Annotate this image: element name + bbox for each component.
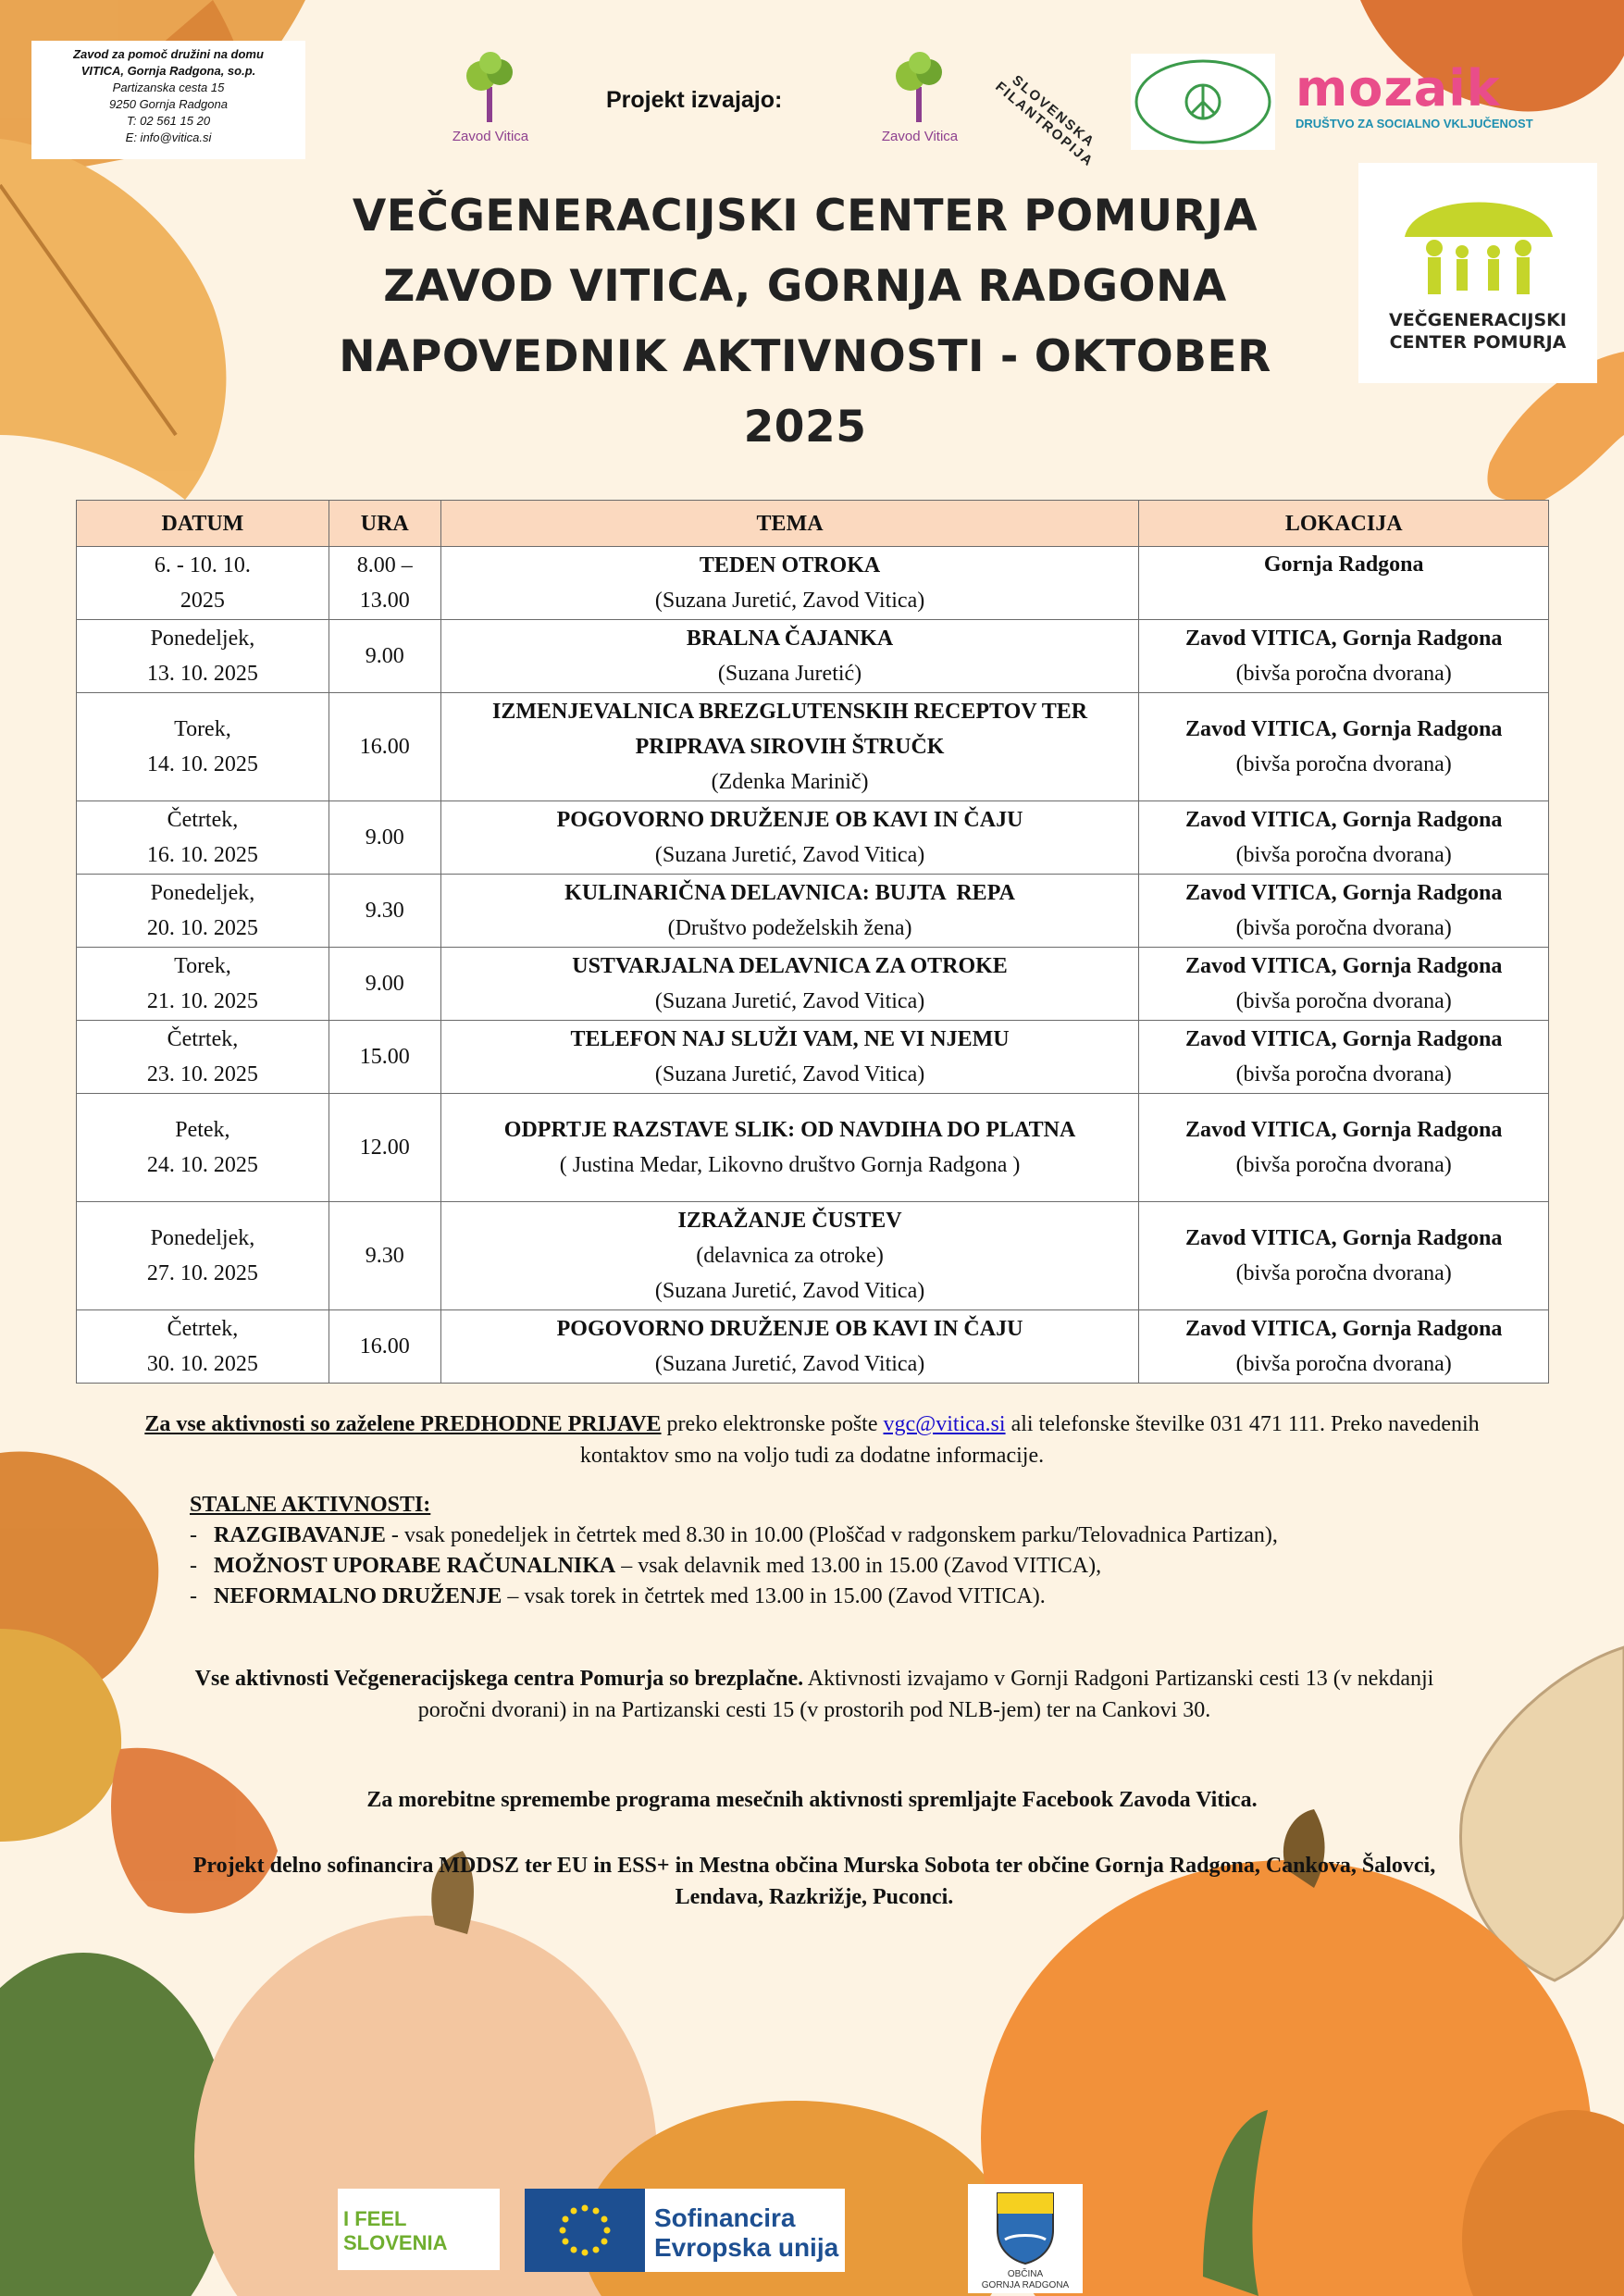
location-cell (1139, 1021, 1549, 1094)
table-row (77, 875, 1549, 948)
location-cell (1139, 801, 1549, 875)
date-cell (77, 948, 329, 1021)
location-title: Zavod VITICA, Gornja Radgona (1185, 808, 1503, 832)
tema-cell (440, 875, 1139, 948)
activity-name: MOŽNOST UPORABE RAČUNALNIKA (214, 1554, 616, 1578)
table-row (77, 1310, 1549, 1384)
location-title: Zavod VITICA, Gornja Radgona (1185, 717, 1503, 741)
date-line: Ponedeljek, (150, 881, 255, 905)
email-link[interactable]: vgc@vitica.si (883, 1412, 1006, 1436)
vgc-logo (1358, 163, 1597, 383)
tema-title: ODPRTJE RAZSTAVE SLIK: OD NAVDIHA DO PLATNA (503, 1118, 1076, 1142)
mozaik-name: mozaik (1295, 59, 1501, 118)
time-cell: 15.00 (329, 1021, 440, 1094)
date-cell (77, 1310, 329, 1384)
tema-cell (440, 1202, 1139, 1310)
tree-icon (864, 50, 975, 124)
tema-title: POGOVORNO DRUŽENJE OB KAVI IN ČAJU (556, 808, 1023, 832)
contact-email: E: info@vitica.si (125, 130, 212, 144)
tema-organizer: (Zdenka Marinič) (711, 770, 869, 794)
tema-title: TELEFON NAJ SLUŽI VAM, NE VI NJEMU (570, 1027, 1010, 1051)
title-line-3: NAPOVEDNIK AKTIVNOSTI - OKTOBER 2025 (339, 331, 1271, 453)
date-line: 21. 10. 2025 (146, 989, 258, 1013)
date-line: 13. 10. 2025 (146, 662, 258, 686)
location-note: (bivša poročna dvorana) (1235, 1261, 1452, 1285)
activity-details: – vsak delavnik med 13.00 in 15.00 (Zavod VITICA), (615, 1554, 1102, 1578)
page-title (278, 181, 1333, 463)
date-cell (77, 693, 329, 801)
location-title: Zavod VITICA, Gornja Radgona (1185, 1118, 1503, 1142)
contact-line2: VITICA, Gornja Radgona, so.p. (81, 64, 256, 78)
vgc-logo-line2: CENTER POMURJA (1389, 332, 1567, 353)
free-bold: Vse aktivnosti Večgeneracijskega centra Pomurja so brezplačne. (194, 1667, 804, 1691)
tema-cell (440, 1021, 1139, 1094)
tema-cell (440, 1094, 1139, 1202)
location-cell (1139, 1094, 1549, 1202)
eu-flag-icon (525, 2189, 645, 2272)
date-line: Petek, (175, 1118, 230, 1142)
date-line: Ponedeljek, (150, 1226, 255, 1250)
mozaik-subtitle: DRUŠTVO ZA SOCIALNO VKLJUČENOST (1295, 117, 1533, 130)
people-umbrella-icon (1358, 163, 1597, 309)
tema-title: BRALNA ČAJANKA (686, 627, 894, 651)
date-cell (77, 1094, 329, 1202)
free-text: Aktivnosti izvajamo v Gornji Radgoni Partizanski cesti 13 (v nekdanji poročni dvorani) in na Partizanski cesti 15 (v prostorih pod NLB-jem) ter na Cankovi 30. (417, 1667, 1434, 1722)
location-note: (bivša poročna dvorana) (1235, 1352, 1452, 1376)
tema-title: KULINARIČNA DELAVNICA: BUJTA REPA (564, 881, 1015, 905)
tema-cell (440, 693, 1139, 801)
date-line: Četrtek, (167, 808, 239, 832)
logo-zavod-vitica (435, 50, 546, 152)
table-row (77, 801, 1549, 875)
tema-cell (440, 620, 1139, 693)
location-note: (bivša poročna dvorana) (1235, 916, 1452, 940)
date-line: 6. - 10. 10. (154, 553, 251, 577)
list-item: - NEFORMALNO DRUŽENJE – vsak torek in četrtek med 13.00 in 15.00 (Zavod VITICA). (190, 1584, 1046, 1608)
col-header-datum: DATUM (77, 501, 329, 547)
obcina-text (968, 2269, 1083, 2291)
contact-phone: T: 02 561 15 20 (126, 114, 211, 128)
location-note: (bivša poročna dvorana) (1235, 989, 1452, 1013)
date-line: Četrtek, (167, 1027, 239, 1051)
tema-title: TEDEN OTROKA (699, 553, 881, 577)
tema-title: USTVARJALNA DELAVNICA ZA OTROKE (572, 954, 1008, 978)
time-cell: 16.00 (329, 1310, 440, 1384)
ifeel-line1: I FEEL (343, 2207, 407, 2230)
table-row (77, 948, 1549, 1021)
activity-name: NEFORMALNO DRUŽENJE (214, 1584, 502, 1608)
table-header-row (77, 501, 1549, 547)
table-row (77, 620, 1549, 693)
eu-text (654, 2203, 838, 2263)
title-line-2: ZAVOD VITICA, GORNJA RADGONA (383, 261, 1227, 312)
time-cell (329, 547, 440, 620)
tema-organizer: (Suzana Juretić, Zavod Vitica) (654, 1062, 925, 1086)
location-title: Zavod VITICA, Gornja Radgona (1185, 627, 1503, 651)
tema-organizer: (Suzana Juretić, Zavod Vitica) (654, 843, 925, 867)
date-cell (77, 1202, 329, 1310)
tema-organizer: ( Justina Medar, Likovno društvo Gornja Radgona ) (559, 1153, 1021, 1177)
col-header-ura: URA (329, 501, 440, 547)
list-item: - MOŽNOST UPORABE RAČUNALNIKA – vsak delavnik med 13.00 in 15.00 (Zavod VITICA), (190, 1554, 1102, 1578)
contact-box (31, 41, 305, 159)
contact-address: Partizanska cesta 15 (112, 81, 225, 94)
registration-text-1: preko elektronske pošte (661, 1412, 884, 1436)
time-line: 8.00 – (356, 553, 413, 577)
activity-details: – vsak torek in četrtek med 13.00 in 15.00 (Zavod VITICA). (502, 1584, 1046, 1608)
time-cell: 9.30 (329, 1202, 440, 1310)
col-header-lokacija: LOKACIJA (1139, 501, 1549, 547)
schedule-table (76, 500, 1549, 1384)
tema-title: IZRAŽANJE ČUSTEV (677, 1209, 902, 1233)
date-line: 2025 (180, 589, 225, 613)
date-cell (77, 620, 329, 693)
tema-title: IZMENJEVALNICA BREZGLUTENSKIH RECEPTOV TER PRIPRAVA SIROVIH ŠTRUČK (492, 700, 1088, 759)
activity-name: RAZGIBAVANJE (214, 1523, 386, 1547)
date-line: 24. 10. 2025 (146, 1153, 258, 1177)
tema-cell (440, 547, 1139, 620)
partner-logo-peace (1131, 54, 1275, 150)
date-line: Četrtek, (167, 1317, 239, 1341)
tema-cell (440, 801, 1139, 875)
contact-line1: Zavod za pomoč družini na domu (73, 47, 264, 61)
table-row (77, 1021, 1549, 1094)
location-note: (bivša poročna dvorana) (1235, 843, 1452, 867)
date-line: 27. 10. 2025 (146, 1261, 258, 1285)
ifeel-line2: SLOVENIA (343, 2231, 448, 2254)
location-cell (1139, 948, 1549, 1021)
location-cell (1139, 693, 1549, 801)
location-cell (1139, 620, 1549, 693)
tema-cell (440, 1310, 1139, 1384)
location-cell (1139, 875, 1549, 948)
facebook-note: Za morebitne spremembe programa mesečnih aktivnosti spremljajte Facebook Zavoda Vitica. (366, 1788, 1258, 1812)
location-cell (1139, 1202, 1549, 1310)
ifeel-text (343, 2207, 447, 2255)
eu-line1: Sofinancira (654, 2203, 796, 2232)
date-line: 30. 10. 2025 (146, 1352, 258, 1376)
coat-of-arms-icon (968, 2184, 1083, 2267)
time-cell: 9.00 (329, 801, 440, 875)
location-cell (1139, 547, 1549, 620)
vgc-logo-line1: VEČGENERACIJSKI (1389, 310, 1567, 330)
date-line: 20. 10. 2025 (146, 916, 258, 940)
permanent-activities-heading: STALNE AKTIVNOSTI: (190, 1493, 431, 1517)
obcina-line1: OBČINA (1007, 2269, 1044, 2279)
tema-cell (440, 948, 1139, 1021)
time-cell: 16.00 (329, 693, 440, 801)
activity-details: - vsak ponedeljek in četrtek med 8.30 in 10.00 (Ploščad v radgonskem parku/Telovadnica Partizan), (385, 1523, 1278, 1547)
permanent-activities (190, 1490, 1504, 1612)
date-line: Torek, (174, 717, 231, 741)
tema-note: (delavnica za otroke) (696, 1244, 884, 1268)
date-line: 14. 10. 2025 (146, 752, 258, 776)
eu-line2: Evropska unija (654, 2233, 839, 2262)
logo-i-feel-slovenia (338, 2189, 500, 2270)
table-row (77, 693, 1549, 801)
table-row (77, 1202, 1549, 1310)
tema-organizer: (Suzana Juretić, Zavod Vitica) (654, 1352, 925, 1376)
table-row (77, 1094, 1549, 1202)
peace-icon (1131, 54, 1275, 150)
location-title: Zavod VITICA, Gornja Radgona (1185, 954, 1503, 978)
logo-eu-cofinanced (525, 2189, 845, 2272)
date-line: Torek, (174, 954, 231, 978)
tema-organizer: (Suzana Juretić, Zavod Vitica) (654, 1279, 925, 1303)
location-note: (bivša poročna dvorana) (1235, 1062, 1452, 1086)
registration-text-2: ali telefonske številke 031 471 111. Preko navedenih kontaktov smo na voljo tudi za dodatne informacije. (579, 1412, 1480, 1468)
date-cell (77, 547, 329, 620)
col-header-tema: TEMA (440, 501, 1139, 547)
partner-logo-filantropija (988, 68, 1109, 170)
time-cell: 9.00 (329, 948, 440, 1021)
location-title: Zavod VITICA, Gornja Radgona (1185, 1027, 1503, 1051)
date-line: 23. 10. 2025 (146, 1062, 258, 1086)
partner-logo-vitica (864, 50, 975, 152)
location-note: (bivša poročna dvorana) (1235, 1153, 1452, 1177)
logo-vitica-label: Zavod Vitica (452, 129, 529, 144)
time-line: 13.00 (359, 589, 410, 613)
contact-city: 9250 Gornja Radgona (109, 97, 228, 111)
list-item: - RAZGIBAVANJE - vsak ponedeljek in četrtek med 8.30 in 10.00 (Ploščad v radgonskem parku/Telovadnica Partizan), (190, 1523, 1278, 1547)
location-title: Gornja Radgona (1263, 552, 1424, 577)
tema-organizer: (Suzana Juretić, Zavod Vitica) (654, 989, 925, 1013)
date-cell (77, 1021, 329, 1094)
tree-icon (435, 50, 546, 124)
project-label: Projekt izvajajo: (606, 87, 783, 113)
filantropija-text: SLOVENSKA FILANTROPIJA (992, 72, 1098, 170)
tema-organizer: (Društvo podeželskih žena) (667, 916, 912, 940)
partner-logo-mozaik (1295, 61, 1547, 154)
registration-bold: Za vse aktivnosti so zaželene PREDHODNE PRIJAVE (144, 1412, 662, 1436)
location-title: Zavod VITICA, Gornja Radgona (1185, 1317, 1503, 1341)
location-note: (bivša poročna dvorana) (1235, 662, 1452, 686)
table-row (77, 547, 1549, 620)
location-title: Zavod VITICA, Gornja Radgona (1185, 1226, 1503, 1250)
title-line-1: VEČGENERACIJSKI CENTER POMURJA (352, 191, 1258, 242)
date-line: 16. 10. 2025 (146, 843, 258, 867)
obcina-line2: GORNJA RADGONA (981, 2280, 1070, 2290)
cofinancing-note: Projekt delno sofinancira MDDSZ ter EU in ESS+ in Mestna občina Murska Sobota ter občine Gornja Radgona, Cankova, Šalovci, Lendava, Razkrižje, Puconci. (192, 1854, 1436, 1909)
free-activities-note (167, 1663, 1462, 1726)
registration-info (139, 1409, 1485, 1471)
tema-title: POGOVORNO DRUŽENJE OB KAVI IN ČAJU (556, 1317, 1023, 1341)
time-cell: 9.30 (329, 875, 440, 948)
location-title: Zavod VITICA, Gornja Radgona (1185, 881, 1503, 905)
date-cell (77, 801, 329, 875)
partner-vitica-label: Zavod Vitica (881, 129, 959, 144)
tema-organizer: (Suzana Juretić) (717, 662, 862, 686)
date-cell (77, 875, 329, 948)
date-line: Ponedeljek, (150, 627, 255, 651)
location-cell (1139, 1310, 1549, 1384)
tema-organizer: (Suzana Juretić, Zavod Vitica) (654, 589, 925, 613)
vgc-logo-text (1358, 309, 1597, 354)
time-cell: 12.00 (329, 1094, 440, 1202)
time-cell: 9.00 (329, 620, 440, 693)
location-note: (bivša poročna dvorana) (1235, 752, 1452, 776)
logo-obcina-gornja-radgona (968, 2184, 1083, 2293)
